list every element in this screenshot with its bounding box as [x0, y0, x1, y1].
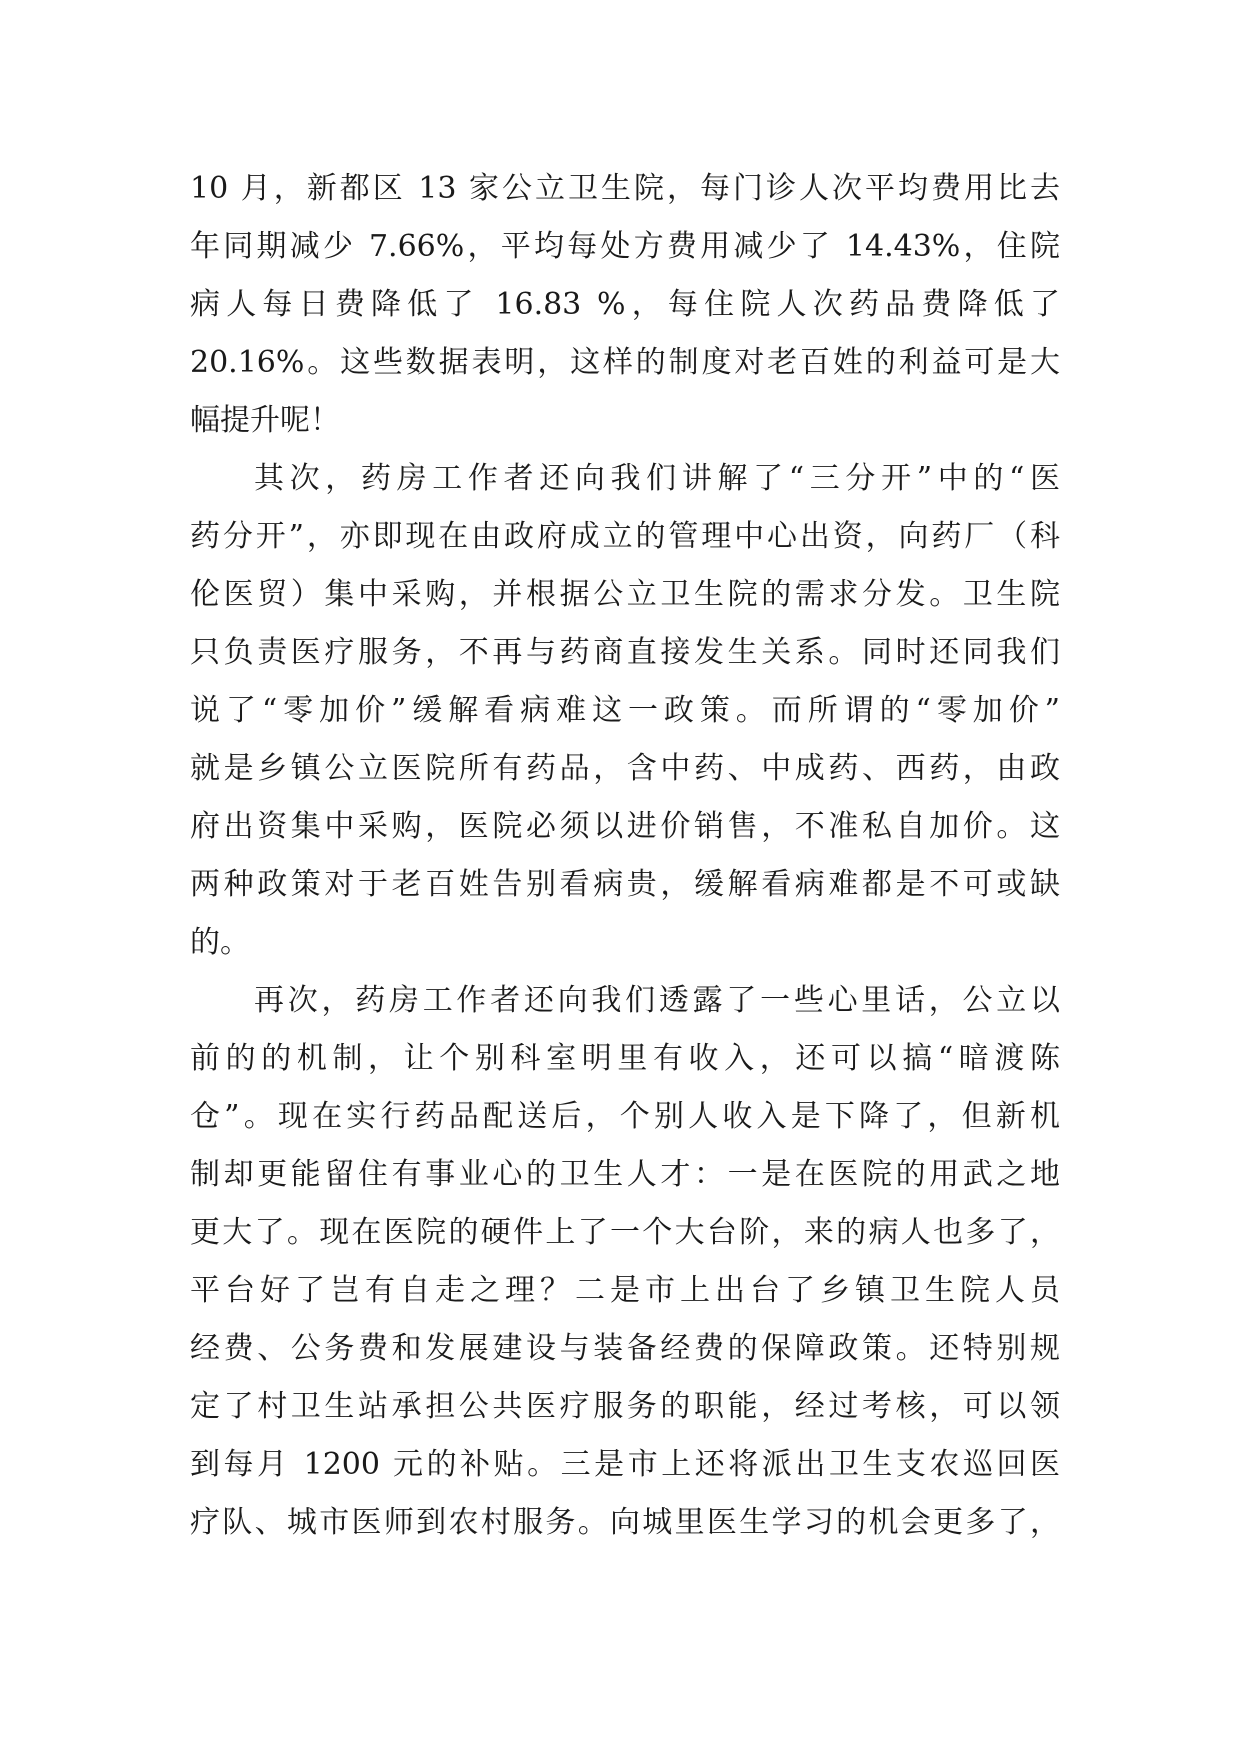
paragraph-2-line-4: 只负责医疗服务，不再与药商直接发生关系。同时还同我们 [190, 635, 1060, 670]
paragraph-3-line-5: 更大了。现在医院的硬件上了一个大台阶，来的病人也多了， [190, 1215, 1060, 1250]
paragraph-2-line-7: 府出资集中采购，医院必须以进价销售，不准私自加价。这 [190, 809, 1060, 844]
paragraph-3-line-3: 仓”。现在实行药品配送后，个别人收入是下降了，但新机 [190, 1099, 1060, 1134]
paragraph-3-line-10: 疗队、城市医师到农村服务。向城里医生学习的机会更多了， [190, 1505, 1060, 1540]
paragraph-2-line-1: 其次，药房工作者还向我们讲解了“三分开”中的“医 [254, 461, 1060, 496]
paragraph-1-line-3: 病人每日费降低了 16.83 %，每住院人次药品费降低了 [190, 287, 1060, 322]
paragraph-1-line-2: 年同期减少 7.66%，平均每处方费用减少了 14.43%，住院 [190, 229, 1060, 264]
paragraph-1-line-4: 20.16%。这些数据表明，这样的制度对老百姓的利益可是大 [190, 345, 1060, 380]
paragraph-1-line-5: 幅提升呢！ [190, 403, 340, 438]
paragraph-3-line-8: 定了村卫生站承担公共医疗服务的职能，经过考核，可以领 [190, 1389, 1060, 1424]
paragraph-2-line-5: 说了“零加价”缓解看病难这一政策。而所谓的“零加价” [190, 693, 1060, 728]
paragraph-2-line-2: 药分开”，亦即现在由政府成立的管理中心出资，向药厂（科 [190, 519, 1060, 554]
paragraph-3-line-7: 经费、公务费和发展建设与装备经费的保障政策。还特别规 [190, 1331, 1060, 1366]
paragraph-3-line-1: 再次，药房工作者还向我们透露了一些心里话，公立以 [254, 983, 1060, 1018]
paragraph-3-line-4: 制却更能留住有事业心的卫生人才：一是在医院的用武之地 [190, 1157, 1060, 1192]
paragraph-2-line-8: 两种政策对于老百姓告别看病贵，缓解看病难都是不可或缺 [190, 867, 1060, 902]
paragraph-3-line-9: 到每月 1200 元的补贴。三是市上还将派出卫生支农巡回医 [190, 1447, 1060, 1482]
paragraph-3-line-2: 前的的机制，让个别科室明里有收入，还可以搞“暗渡陈 [190, 1041, 1060, 1076]
paragraph-3-line-6: 平台好了岂有自走之理？二是市上出台了乡镇卫生院人员 [190, 1273, 1060, 1308]
paragraph-2-line-3: 伦医贸）集中采购，并根据公立卫生院的需求分发。卫生院 [190, 577, 1060, 612]
paragraph-2-line-6: 就是乡镇公立医院所有药品，含中药、中成药、西药，由政 [190, 751, 1060, 786]
paragraph-2-line-9: 的。 [190, 925, 250, 960]
paragraph-1-line-1: 10 月，新都区 13 家公立卫生院，每门诊人次平均费用比去 [190, 171, 1060, 206]
body-text [190, 160, 1060, 1552]
